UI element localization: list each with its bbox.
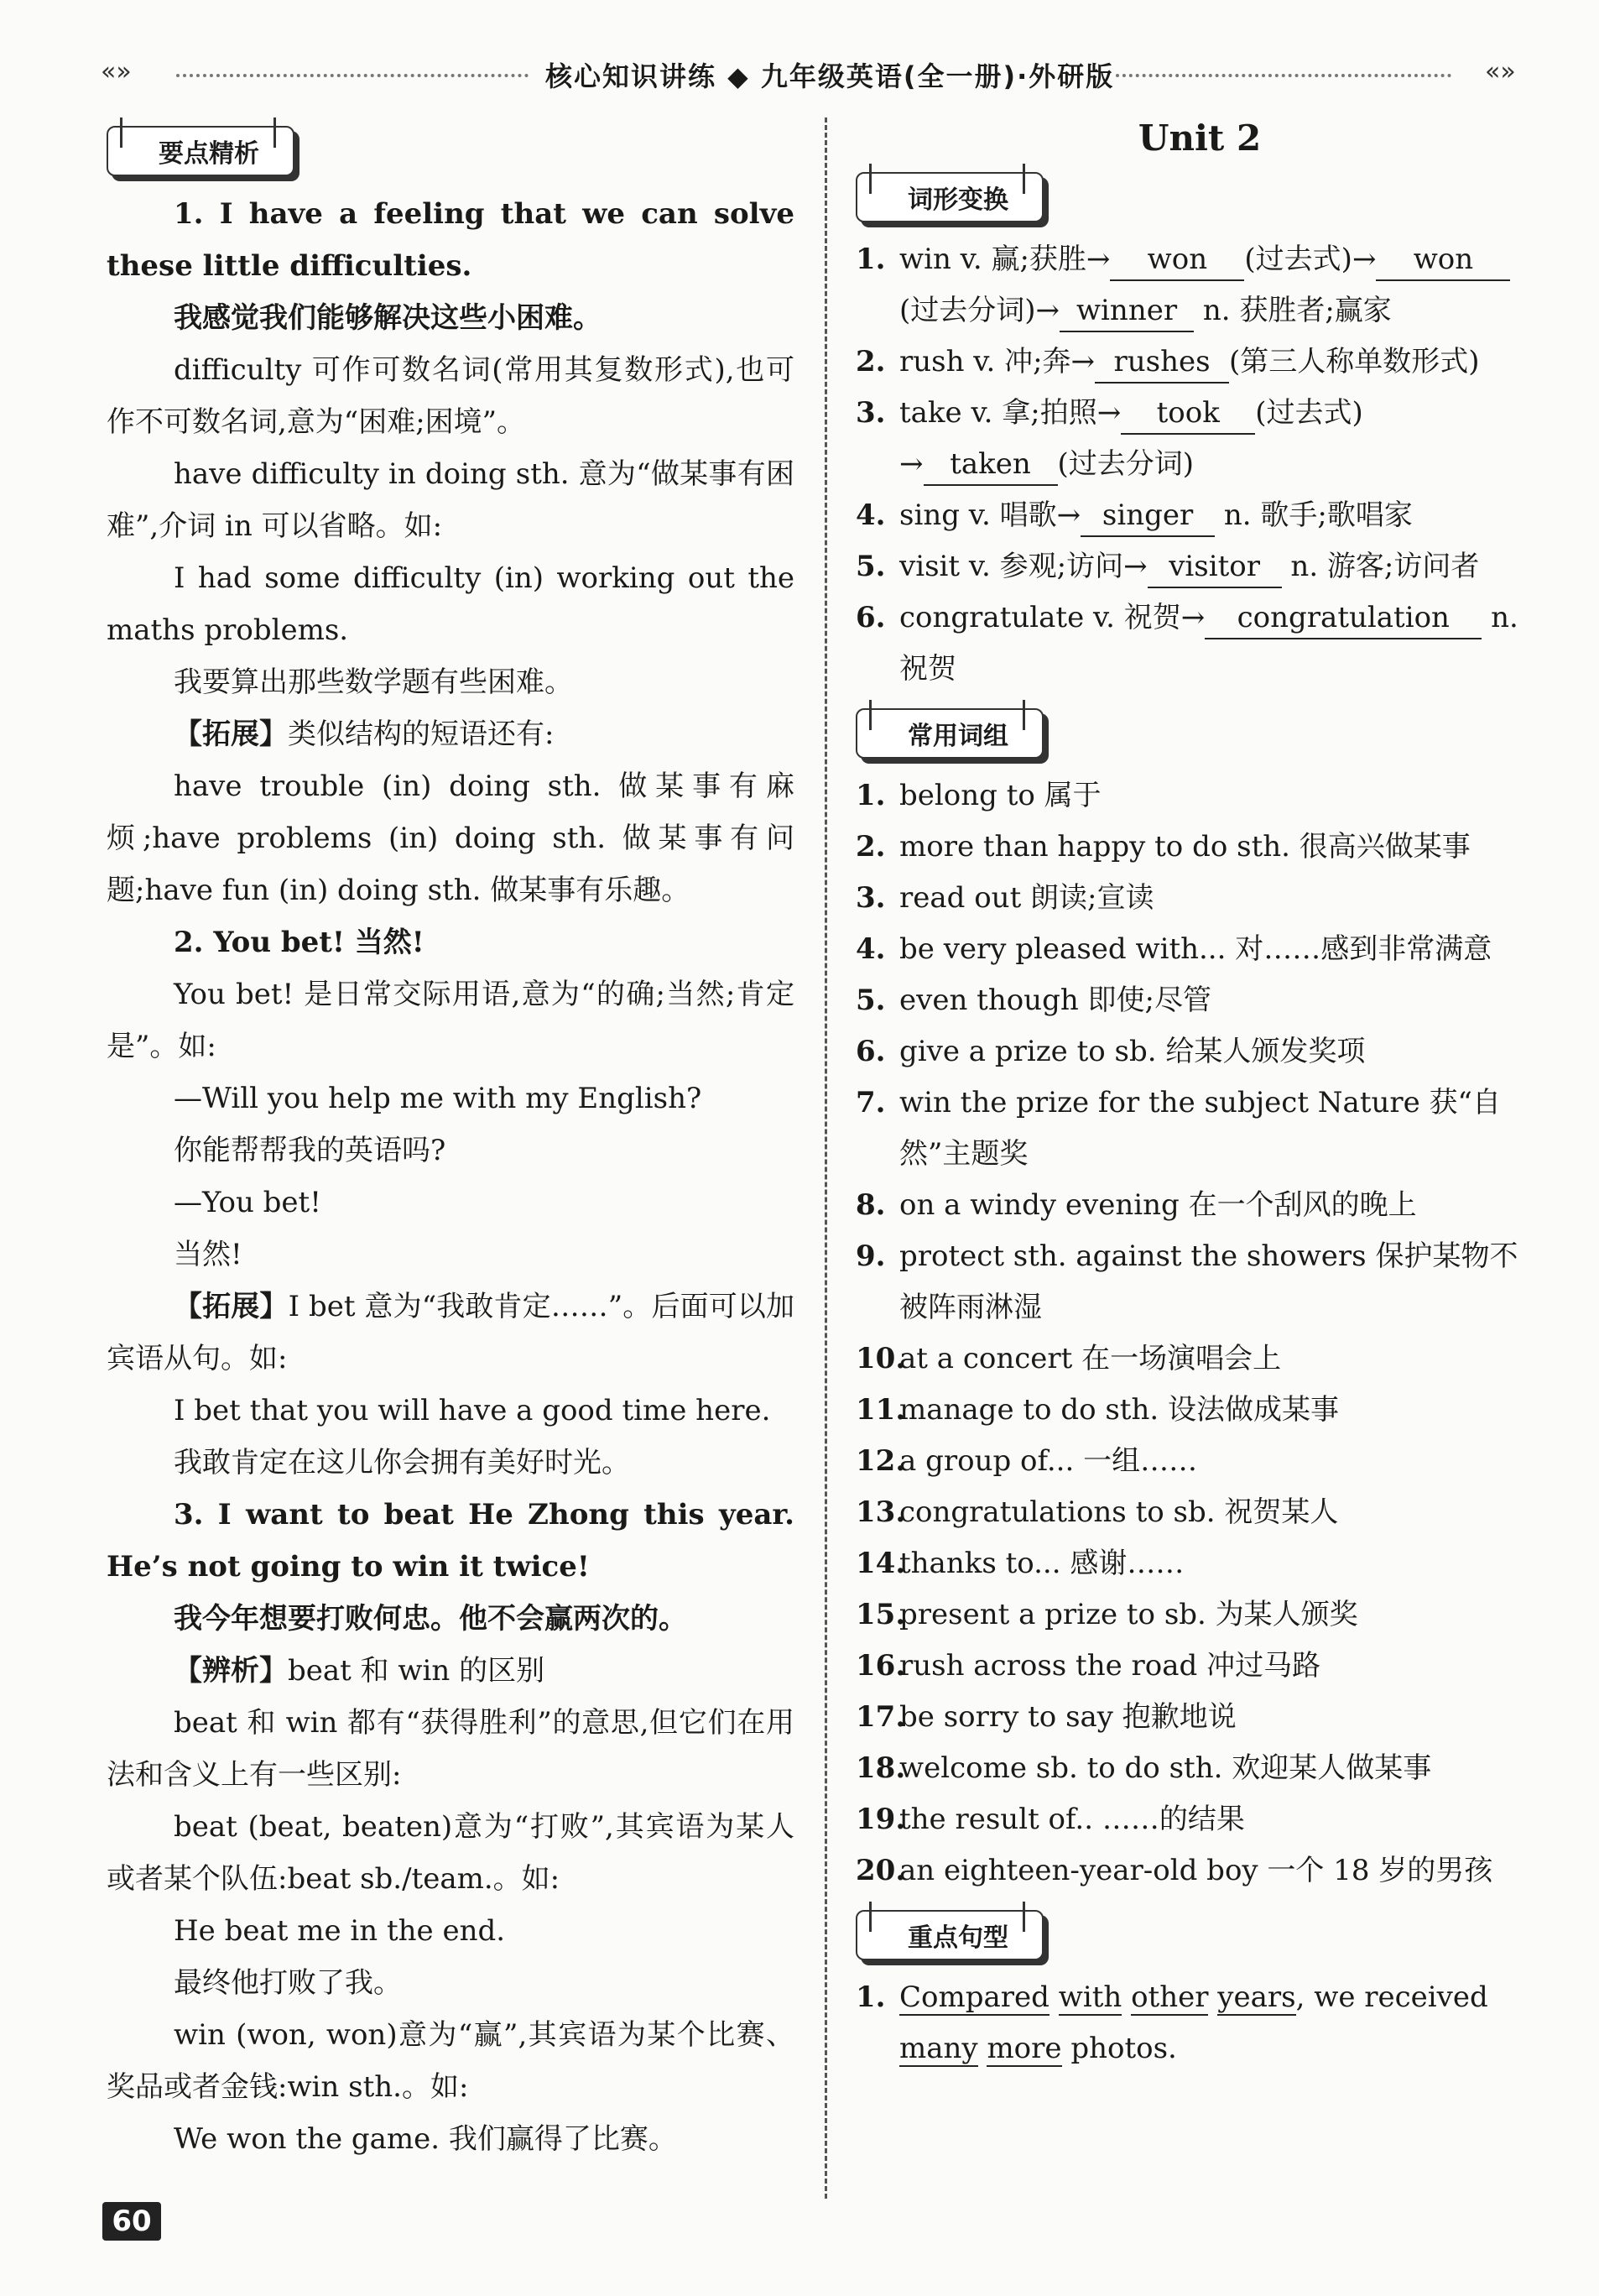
section-tag-word-forms: 词形变换	[856, 172, 1044, 222]
double-chevron-right-icon: «»	[1485, 57, 1516, 86]
extension-label: 【拓展】	[174, 1290, 289, 1323]
item2-dialog-1: —Will you help me with my English?	[174, 1082, 702, 1115]
answer-blank: winner	[1060, 290, 1194, 332]
item3-example1-en: He beat me in the end.	[174, 1914, 506, 1948]
list-item: 19. the result of.. ……的结果	[856, 1803, 1245, 1836]
item3-para2: beat (beat, beaten)意为“打败”,其宾语为某人或者某个队伍:beat sb./team.。如:	[107, 1810, 794, 1896]
list-item: 1. Compared with other years, we received many more photos.	[856, 1980, 1488, 2065]
header-dots-right	[1116, 74, 1451, 77]
analysis-text: beat 和 win 的区别	[288, 1654, 545, 1688]
list-item: 4. be very pleased with... 对……感到非常满意	[856, 932, 1492, 966]
answer-blank: took	[1121, 393, 1255, 435]
item2-title: 2. You bet! 当然!	[174, 926, 424, 959]
list-item: 9. protect sth. against the showers 保护某物不被阵雨淋湿	[856, 1239, 1518, 1324]
list-item: 1. win v. 赢;获胜→ won (过去式)→ won(过去分词)→ winner n. 获胜者;赢家	[856, 234, 1544, 337]
list-item: 2. more than happy to do sth. 很高兴做某事	[856, 830, 1471, 864]
item1-sentence: 1. I have a feeling that we can solve these little difficulties.	[107, 197, 794, 283]
answer-blank: taken	[924, 444, 1058, 486]
list-item: 10. at a concert 在一场演唱会上	[856, 1342, 1282, 1375]
item2-dialog-2: 你能帮帮我的英语吗?	[174, 1134, 446, 1167]
list-item: 7. win the prize for the subject Nature 获“自然”主题奖	[856, 1086, 1501, 1171]
item3-example2: We won the game. 我们赢得了比赛。	[174, 2122, 677, 2156]
list-item: 3. take v. 拿;拍照→ took (过去式) → taken (过去分词)	[856, 388, 1544, 490]
answer-blank: won	[1376, 239, 1510, 281]
item1-extension-body: have trouble (in) doing sth. 做某事有麻烦;have problems (in) doing sth. 做某事有问题;have fun (in) doing sth. 做某事有乐趣。	[107, 770, 794, 907]
list-item: 2. rush v. 冲;奔→ rushes (第三人称单数形式)	[856, 337, 1544, 388]
answer-blank: won	[1110, 239, 1244, 281]
list-item: 12. a group of... 一组……	[856, 1444, 1198, 1478]
list-item: 18. welcome sb. to do sth. 欢迎某人做某事	[856, 1751, 1432, 1785]
list-item: 20. an eighteen-year-old boy 一个 18 岁的男孩	[856, 1854, 1493, 1887]
item2-example-en: I bet that you will have a good time here.	[174, 1394, 771, 1427]
right-column	[856, 117, 1544, 2074]
list-item: 6. congratulate v. 祝贺→ congratulation n. 祝贺	[856, 592, 1544, 695]
item1-translation: 我感觉我们能够解决这些小困难。	[174, 301, 602, 335]
list-item: 8. on a windy evening 在一个刮风的晚上	[856, 1188, 1417, 1222]
item1-example-zh: 我要算出那些数学题有些困难。	[174, 665, 573, 699]
list-item: 5. even though 即使;尽管	[856, 984, 1212, 1017]
item3-example1-zh: 最终他打败了我。	[174, 1966, 402, 2000]
section-tag-sentence-patterns: 重点句型	[856, 1910, 1044, 1960]
answer-blank: rushes	[1095, 342, 1229, 384]
item1-para1: difficulty 可作可数名词(常用其复数形式),也可作不可数名词,意为“困难;困境”。	[107, 353, 794, 439]
extension-label: 【拓展】	[174, 718, 288, 751]
item3-para1: beat 和 win 都有“获得胜利”的意思,但它们在用法和含义上有一些区别:	[107, 1706, 794, 1792]
list-item: 4. sing v. 唱歌→ singer n. 歌手;歌唱家	[856, 490, 1544, 541]
list-item: 15. present a prize to sb. 为某人颁奖	[856, 1598, 1358, 1631]
answer-blank: visitor	[1148, 546, 1282, 588]
column-divider	[825, 117, 827, 2199]
list-item: 6. give a prize to sb. 给某人颁发奖项	[856, 1035, 1366, 1068]
item3-para3: win (won, won)意为“赢”,其宾语为某个比赛、奖品或者金钱:win sth.。如:	[107, 2018, 794, 2104]
extension-text: I bet 意为“我敢肯定……”。后面可以加宾语从句。如:	[107, 1290, 795, 1375]
page-number: 60	[102, 2202, 161, 2241]
header-dots-left	[176, 74, 529, 77]
list-item: 13. congratulations to sb. 祝贺某人	[856, 1495, 1339, 1529]
item1-para2: have difficulty in doing sth. 意为“做某事有困难”,介词 in 可以省略。如:	[107, 457, 794, 543]
item2-example-zh: 我敢肯定在这儿你会拥有美好时光。	[174, 1446, 630, 1479]
list-item: 5. visit v. 参观;访问→ visitor n. 游客;访问者	[856, 541, 1544, 592]
section-tag-key-points: 要点精析	[107, 126, 294, 176]
sentence-patterns-list	[856, 1972, 1544, 2074]
list-item: 1. belong to 属于	[856, 779, 1102, 812]
extension-text: 类似结构的短语还有:	[288, 718, 555, 751]
phrases-list	[856, 770, 1544, 1897]
word-forms-list	[856, 234, 1544, 695]
left-column	[107, 126, 794, 2165]
unit-title: Unit 2	[1138, 117, 1262, 159]
item1-example-en: I had some difficulty (in) working out the maths problems.	[107, 561, 794, 647]
list-item: 16. rush across the road 冲过马路	[856, 1649, 1321, 1683]
item3-sentence: 3. I want to beat He Zhong this year. He’s not going to win it twice!	[107, 1498, 794, 1584]
answer-blank: congratulation	[1205, 597, 1482, 639]
item2-dialog-4: 当然!	[174, 1238, 242, 1271]
double-chevron-left-icon: «»	[101, 57, 132, 86]
page-header	[101, 52, 1518, 96]
list-item: 14. thanks to... 感谢……	[856, 1547, 1185, 1580]
item2-para1: You bet! 是日常交际用语,意为“的确;当然;肯定是”。如:	[107, 978, 794, 1063]
item3-translation: 我今年想要打败何忠。他不会赢两次的。	[174, 1602, 687, 1636]
list-item: 11. manage to do sth. 设法做成某事	[856, 1393, 1339, 1427]
header-title: 核心知识讲练 ◆ 九年级英语(全一册)·外研版	[545, 60, 1115, 92]
analysis-label: 【辨析】	[174, 1654, 288, 1688]
answer-blank: singer	[1081, 495, 1215, 537]
item2-dialog-3: —You bet!	[174, 1186, 321, 1219]
list-item: 17. be sorry to say 抱歉地说	[856, 1700, 1237, 1734]
list-item: 3. read out 朗读;宣读	[856, 881, 1154, 915]
section-tag-phrases: 常用词组	[856, 708, 1044, 759]
